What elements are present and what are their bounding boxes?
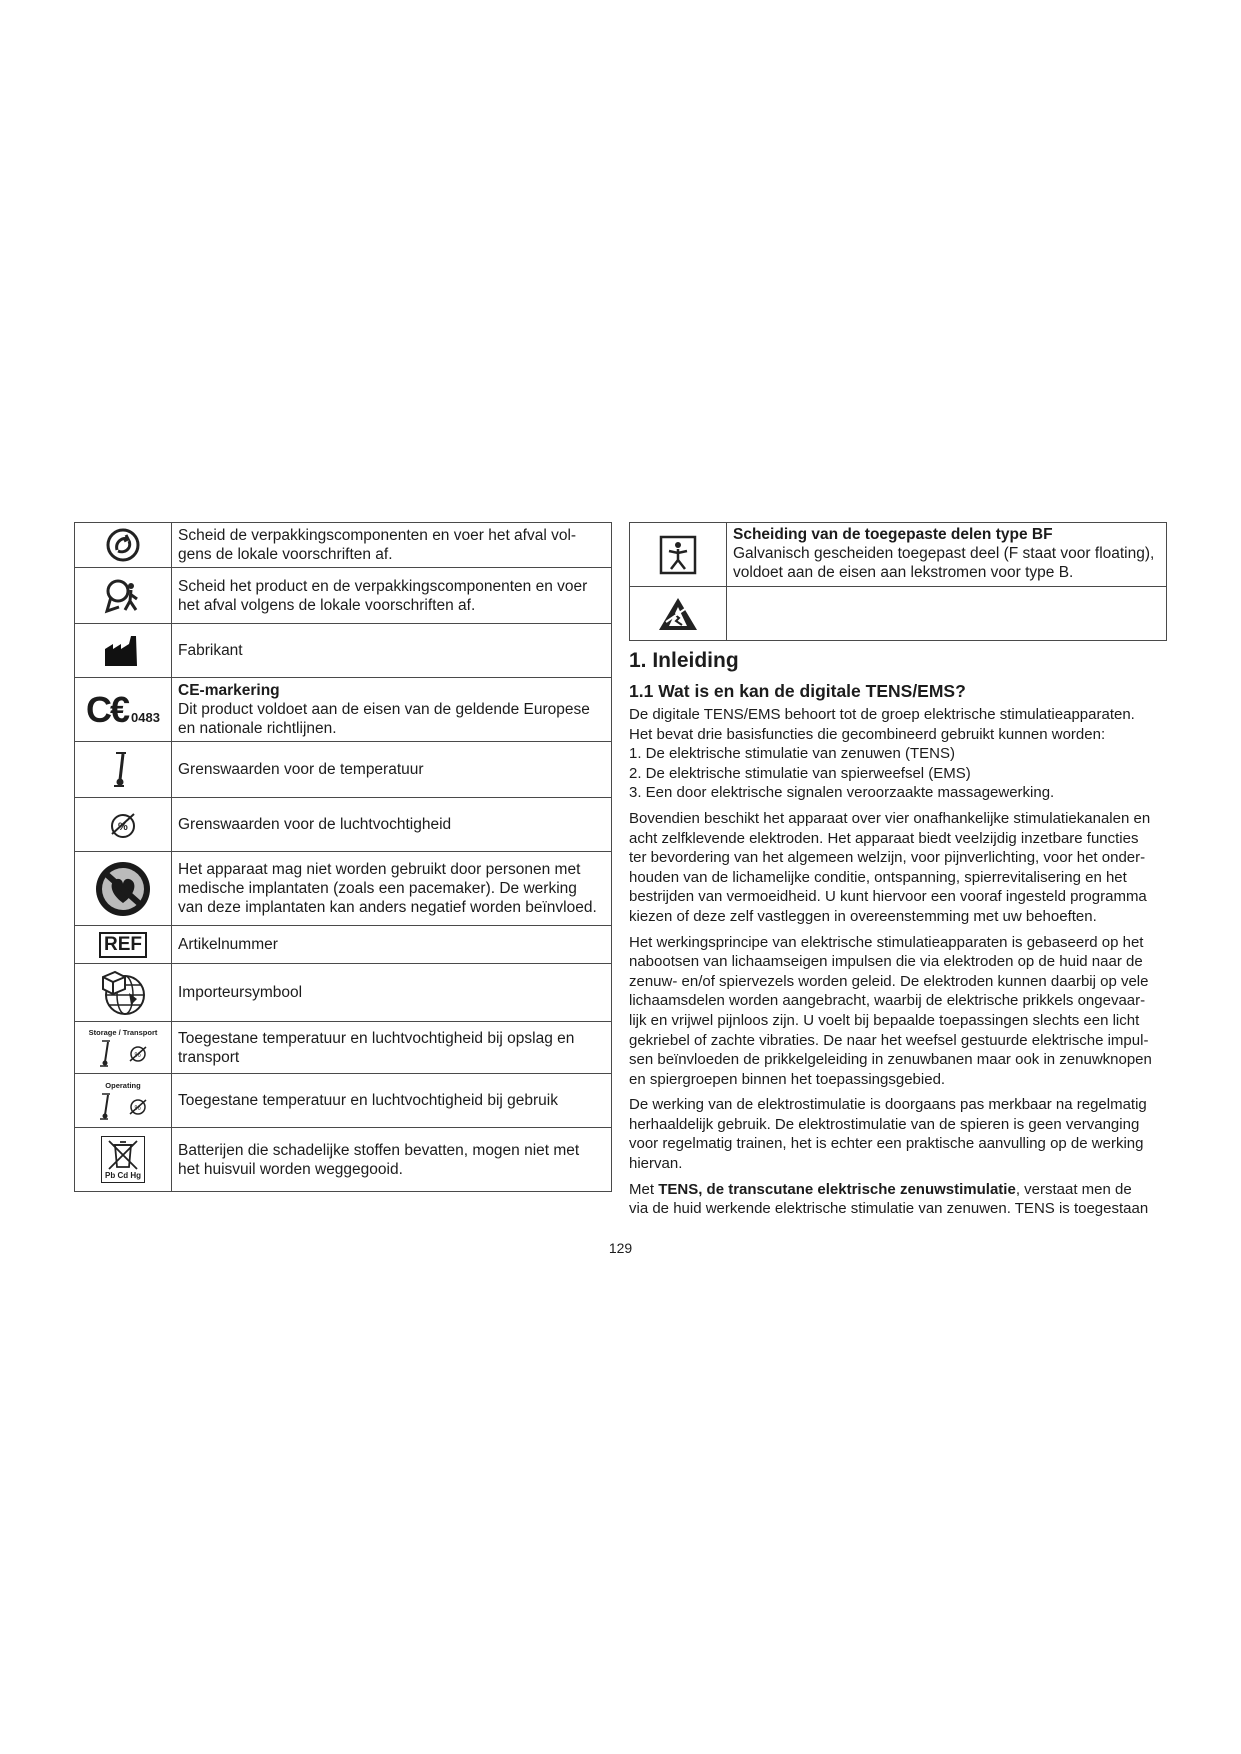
text-line: Bovendien beschikt het apparaat over vier onafhankelijke stimulatiekanalen en [629,809,1151,827]
bold-term: TENS, de transcutane elektrische zenuwstimulatie [658,1180,1016,1198]
text-line: houden van de lichamelijke conditie, ontspanning, spierrevitalisering en het [629,868,1127,886]
text-line: 1. De elektrische stimulatie van zenuwen (TENS) [629,745,955,763]
no-implants-icon [93,859,153,919]
text-line: De digitale TENS/EMS behoort tot de groep elektrische stimulatieapparaten. [629,706,1135,723]
storage-transport-label: Storage / Transport [88,1027,158,1037]
ref-icon: REF [99,932,147,958]
table-row [75,1128,612,1192]
row-text-line: en nationale richtlijnen. [178,720,337,737]
table-row [75,852,612,926]
table-row [75,1074,612,1128]
text-line: 2. De elektrische stimulatie van spierweefsel (EMS) [629,764,971,782]
operating-label: Operating [105,1080,141,1090]
paragraph [629,809,1169,927]
table-row [75,624,612,678]
paragraph [629,705,1169,803]
row-text-line: het huisvuil worden weggegooid. [178,1160,403,1178]
row-text-line: voldoet aan de eisen aan lekstromen voor type B. [733,564,1074,581]
svg-text:%: % [134,1104,141,1112]
text-line: voor regelmatig trainen, het is echter een praktische aanvulling op de werking [629,1135,1144,1153]
row-text-line: Grenswaarden voor de temperatuur [178,761,424,778]
paragraph [629,1095,1169,1173]
row-text-line: Grenswaarden voor de luchtvochtigheid [178,816,452,833]
row-text-line: gens de lokale voorschriften af. [178,546,393,563]
humidity-limit-icon [106,808,140,842]
text-line: ter bevordering van het algemeen welzijn, voor pijnverlichting, voor het onder- [629,849,1146,867]
table-row [75,523,612,568]
text-line: hiervan. [629,1155,683,1173]
row-text-line: Batterijen die schadelijke stoffen bevatten, mogen niet met [178,1141,580,1159]
table-row [75,568,612,624]
bf-symbol-table [629,522,1167,641]
text-line: herhaaldelijk gebruik. De elektrostimulatie van de spieren is geen vervanging [629,1115,1140,1133]
text-line: lichaamsdelen worden aangebracht, waarbij de elektrische prikkels ongevaar- [629,992,1146,1010]
subsection-heading: 1.1 Wat is en kan de digitale TENS/EMS? [629,681,966,701]
row-text-line: Scheid de verpakkingscomponenten en voer het afval vol- [178,527,577,544]
text-fragment: Met [629,1180,659,1198]
row-text-line: medische implantaten (zoals een pacemaker). De werking [178,880,577,897]
ce-mark-icon: C€ 0483 [86,688,160,730]
text-line: via de huid werkende elektrische stimulatie van zenuwen. TENS is toegestaan [629,1200,1149,1218]
text-fragment: , verstaat men de [1015,1180,1132,1198]
row-text-line: Toegestane temperatuur en luchtvochtigheid bij opslag en [178,1029,575,1047]
recycling-icon [106,528,140,562]
section-heading: 1. Inleiding [629,649,739,672]
text-line: nabootsen van lichaamseigen impulsen die via elektroden op de huid naar de [629,953,1143,971]
text-line: acht zelfklevende elektroden. Het apparaat biedt veelzijdig inzetbare functies [629,829,1139,847]
paragraph [629,933,1169,1090]
text-line: Het bevat drie basisfuncties die gecombineerd gebruikt kunnen worden: [629,725,1106,743]
table-row [75,926,612,964]
waste-separation-icon [103,577,143,615]
page-number: 129 [608,1240,633,1256]
bf-title: Scheiding van de toegepaste delen type BF [733,526,1053,543]
row-text-line: transport [178,1048,240,1066]
row-text-line: van deze implantaten kan anders negatief worden beïnvloed. [178,899,597,916]
paragraph [629,1180,1169,1219]
row-text-line: Artikelnummer [178,936,278,953]
ce-title: CE-markering [178,682,280,699]
ce-number: 0483 [131,709,160,725]
text-line [629,1180,1169,1200]
text-line: kiezen of deze zelf vastleggen in overeenstemming met uw behoeften. [629,907,1097,925]
introduction-section [629,648,1169,1225]
text-line: gekriebel of zachte vibraties. De naar het weefsel gestuurde elektrische impul- [629,1031,1149,1049]
type-bf-icon [658,534,698,576]
table-row [630,523,1167,587]
table-row [75,798,612,852]
temperature-limit-icon [110,750,136,790]
row-text-line: Toegestane temperatuur en luchtvochtigheid bij gebruik [178,1092,558,1109]
svg-text:%: % [118,820,128,833]
row-text-line: het afval volgens de lokale voorschriften af. [178,596,476,614]
text-line: zenuw- en/of spiervezels worden geleid. De elektroden kunnen daarbij op vele [629,972,1149,990]
text-line: en spiergroepen binnen het toepassingsgebied. [629,1070,946,1088]
text-line: sen beïnvloeden de prikkelgeleiding in zenuwbanen maar ook in zenuwknopen [629,1051,1152,1069]
text-line: 3. Een door elektrische signalen veroorzaakte massagewerking. [629,784,1055,802]
svg-text:%: % [134,1051,141,1059]
row-text-line: Importeursymbool [178,984,303,1001]
table-row [75,678,612,742]
battery-disposal-icon [101,1136,145,1183]
operating-icon [75,1081,171,1122]
row-text-line: Fabrikant [178,642,243,659]
table-row [75,1022,612,1074]
esd-warning-icon [657,596,699,632]
storage-transport-icon [75,1028,171,1069]
row-text-line: Scheid het product en de verpakkingscomponenten en voer [178,577,588,595]
text-line: Het werkingsprincipe van elektrische stimulatieapparaten is gebaseerd op het [629,933,1144,951]
text-line: bestrijden van vermoeidheid. U kunt hiervoor een vooraf ingesteld programma [629,888,1147,906]
table-row [630,587,1167,641]
manufacturer-icon [103,635,143,667]
table-row [75,964,612,1022]
importer-icon [99,969,147,1017]
row-text-line: Dit product voldoet aan de eisen van de geldende Europese [178,701,590,718]
row-text-line: Galvanisch gescheiden toegepast deel (F staat voor floating), [733,545,1155,562]
row-text-line: Het apparaat mag niet worden gebruikt door personen met [178,861,581,878]
text-line: De werking van de elektrostimulatie is doorgaans pas merkbaar na regelmatig [629,1096,1147,1114]
battery-metals-label: Pb Cd Hg [105,1171,141,1180]
table-row [75,742,612,798]
text-line: lijk en vrijwel pijnloos zijn. U voelt bij bepaalde toepassingen slechts een licht [629,1011,1140,1029]
symbol-table [74,522,612,1192]
